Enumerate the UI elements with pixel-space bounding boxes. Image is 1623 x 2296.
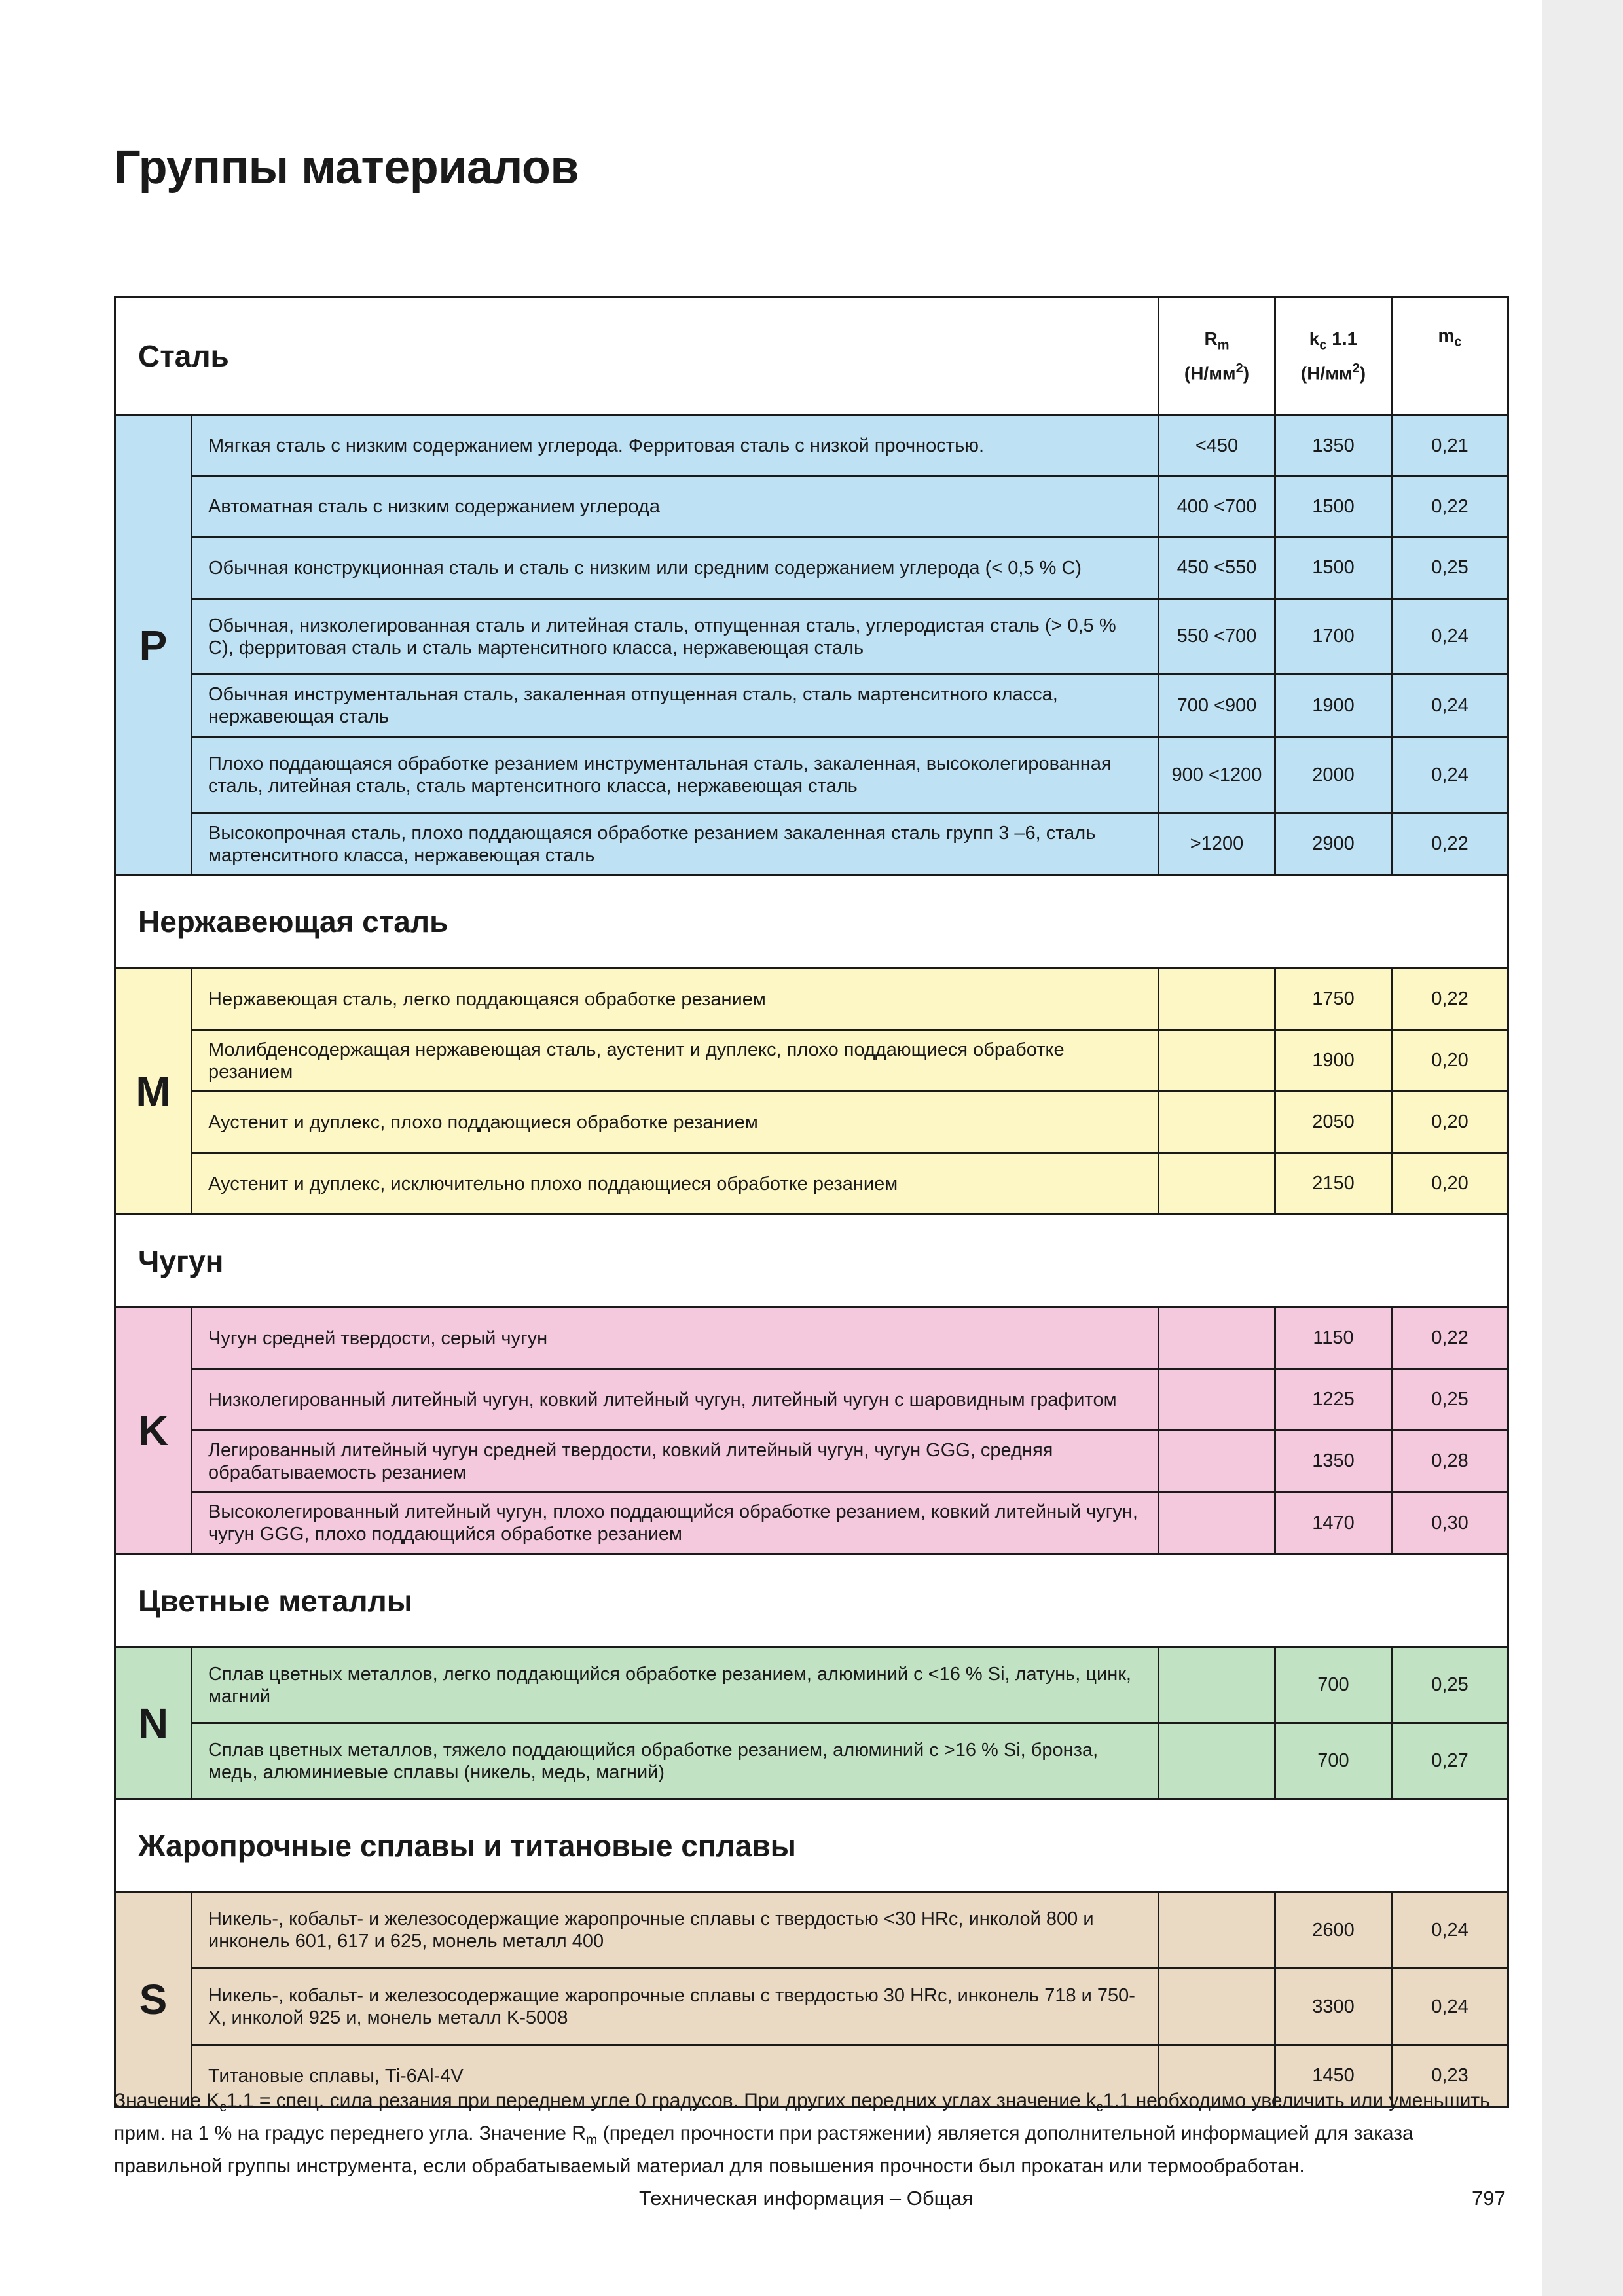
column-header-kc: $k_c$ 1.1 $(Н/мм^2)$ [1275, 297, 1392, 416]
rm-value [1159, 1723, 1275, 1799]
material-description: Чугун средней твердости, серый чугун [192, 1308, 1159, 1369]
mc-value: 0,25 [1392, 537, 1508, 599]
section-header-row [115, 1215, 1508, 1308]
material-description: Обычная конструкционная сталь и сталь с низким или средним содержанием углерода (< 0,5 % C) [192, 537, 1159, 599]
section-title: Цветные металлы [115, 1554, 1508, 1647]
footnote-sub: c [1096, 2100, 1103, 2115]
kc-value: 2600 [1275, 1892, 1392, 1969]
table-row [115, 737, 1508, 814]
kc-value: 2150 [1275, 1153, 1392, 1215]
mc-value: 0,20 [1392, 1153, 1508, 1215]
material-description: Плохо поддающаяся обработке резанием инструментальная сталь, закаленная, высоколегированная сталь, литейная сталь, сталь мартенситного класса, нержавеющая сталь [192, 737, 1159, 814]
kc-value: 1900 [1275, 675, 1392, 737]
material-description: Легированный литейный чугун средней твердости, ковкий литейный чугун, чугун GGG, средняя обрабатываемость резанием [192, 1431, 1159, 1492]
rm-value [1159, 1892, 1275, 1969]
material-description: Аустенит и дуплекс, плохо поддающиеся обработке резанием [192, 1092, 1159, 1153]
table-row [115, 537, 1508, 599]
kc-value: 1750 [1275, 969, 1392, 1030]
material-description: Высоколегированный литейный чугун, плохо поддающийся обработке резанием, ковкий литейный чугун, чугун GGG, плохо поддающийся обработке резанием [192, 1492, 1159, 1554]
table-row [115, 1308, 1508, 1369]
kc-value: 1350 [1275, 416, 1392, 476]
rm-value [1159, 1153, 1275, 1215]
mc-value: 0,30 [1392, 1492, 1508, 1554]
footnote [114, 2088, 1508, 2179]
section-title: Чугун [115, 1215, 1508, 1308]
table-row [115, 1969, 1508, 2045]
mc-value: 0,25 [1392, 1647, 1508, 1723]
mc-value: 0,24 [1392, 1892, 1508, 1969]
material-description: Сплав цветных металлов, легко поддающийся обработке резанием, алюминий с <16 % Si, латунь, цинк, магний [192, 1647, 1159, 1723]
rm-value: 400 <700 [1159, 476, 1275, 537]
kc-value: 700 [1275, 1723, 1392, 1799]
section-header-row [115, 875, 1508, 969]
table-row [115, 1431, 1508, 1492]
rm-value [1159, 1647, 1275, 1723]
footnote-sub: m [585, 2132, 598, 2147]
table-row [115, 1647, 1508, 1723]
material-group-letter: K [115, 1308, 192, 1554]
material-description: Высокопрочная сталь, плохо поддающаяся обработке резанием закаленная сталь групп 3 –6, сталь мартенситного класса, нержавеющая сталь [192, 814, 1159, 875]
page-title: Группы материалов [114, 141, 579, 194]
rm-value [1159, 969, 1275, 1030]
mc-value: 0,24 [1392, 675, 1508, 737]
footnote-part: (предел прочности при растяжении) является дополнительной информацией для заказа правильной группы инструмента, если обрабатываемый материал для повышения прочности был прокатан или термообработан. [114, 2123, 1413, 2177]
kc-value: 1470 [1275, 1492, 1392, 1554]
material-group-letter: N [115, 1647, 192, 1799]
kc-value: 1225 [1275, 1369, 1392, 1431]
material-description: Молибденсодержащая нержавеющая сталь, аустенит и дуплекс, плохо поддающиеся обработке резанием [192, 1030, 1159, 1092]
table-row [115, 599, 1508, 675]
rm-value [1159, 1092, 1275, 1153]
mc-value: 0,20 [1392, 1030, 1508, 1092]
kc-value: 2000 [1275, 737, 1392, 814]
rm-value: >1200 [1159, 814, 1275, 875]
table-row [115, 1723, 1508, 1799]
mc-value: 0,24 [1392, 1969, 1508, 2045]
rm-value [1159, 1369, 1275, 1431]
material-description: Никель-, кобальт- и железосодержащие жаропрочные сплавы с твердостью <30 HRc, инколой 800 и инконель 601, 617 и 625, монель металл 400 [192, 1892, 1159, 1969]
material-description: Нержавеющая сталь, легко поддающаяся обработке резанием [192, 969, 1159, 1030]
rm-value [1159, 1969, 1275, 2045]
table-row [115, 1092, 1508, 1153]
material-description: Низколегированный литейный чугун, ковкий литейный чугун, литейный чугун с шаровидным графитом [192, 1369, 1159, 1431]
rm-value: 700 <900 [1159, 675, 1275, 737]
rm-value: 450 <550 [1159, 537, 1275, 599]
kc-value: 2050 [1275, 1092, 1392, 1153]
mc-value: 0,20 [1392, 1092, 1508, 1153]
section-title: Сталь [115, 297, 1159, 416]
section-header-row [115, 1554, 1508, 1647]
mc-value: 0,23 [1392, 2045, 1508, 2107]
footnote-part: 1.1 = спец. сила резания при переднем угле 0 градусов. При других передних углах значение k [226, 2090, 1097, 2111]
mc-value: 0,22 [1392, 476, 1508, 537]
mc-value: 0,24 [1392, 737, 1508, 814]
footer-text: Техническая информация – Общая [639, 2187, 974, 2210]
mc-value: 0,27 [1392, 1723, 1508, 1799]
material-description: Обычная, низколегированная сталь и литейная сталь, отпущенная сталь, углеродистая сталь (> 0,5 % C), ферритовая сталь и сталь мартенситного класса, нержавеющая сталь [192, 599, 1159, 675]
kc-value: 2900 [1275, 814, 1392, 875]
mc-value: 0,22 [1392, 814, 1508, 875]
material-description: Мягкая сталь с низким содержанием углерода. Ферритовая сталь с низкой прочностью. [192, 416, 1159, 476]
mc-value: 0,22 [1392, 1308, 1508, 1369]
table-row [115, 1153, 1508, 1215]
section-header-row [115, 1799, 1508, 1892]
material-description: Титановые сплавы, Ti-6Al-4V [192, 2045, 1159, 2107]
rm-value [1159, 1492, 1275, 1554]
column-header-mc: $m_c$ [1392, 297, 1508, 416]
table-row [115, 1030, 1508, 1092]
rm-value [1159, 1030, 1275, 1092]
table-row [115, 969, 1508, 1030]
page-margin-strip [1542, 0, 1623, 2296]
table-row [115, 1892, 1508, 1969]
table-row [115, 1492, 1508, 1554]
section-header-row [115, 297, 1508, 416]
material-description: Никель-, кобальт- и железосодержащие жаропрочные сплавы с твердостью 30 HRc, инконель 718 и 750-X, инколой 925 и, монель металл K-5008 [192, 1969, 1159, 2045]
kc-value: 700 [1275, 1647, 1392, 1723]
section-title: Нержавеющая сталь [115, 875, 1508, 969]
footnote-part: 1.1 необходимо увеличить или уменьшить прим. на 1 % на градус переднего угла. Значение R [114, 2090, 1490, 2144]
material-description: Обычная инструментальная сталь, закаленная отпущенная сталь, сталь мартенситного класса, нержавеющая сталь [192, 675, 1159, 737]
mc-value: 0,25 [1392, 1369, 1508, 1431]
materials-table [114, 296, 1509, 2108]
mc-value: 0,22 [1392, 969, 1508, 1030]
rm-value: <450 [1159, 416, 1275, 476]
material-description: Автоматная сталь с низким содержанием углерода [192, 476, 1159, 537]
kc-value: 1350 [1275, 1431, 1392, 1492]
rm-value [1159, 1431, 1275, 1492]
kc-value: 1150 [1275, 1308, 1392, 1369]
material-group-letter: S [115, 1892, 192, 2107]
rm-value [1159, 1308, 1275, 1369]
footnote-part: Значение K [114, 2090, 220, 2111]
material-group-letter: P [115, 416, 192, 875]
table-row [115, 416, 1508, 476]
section-title: Жаропрочные сплавы и титановые сплавы [115, 1799, 1508, 1892]
table-row [115, 814, 1508, 875]
footnote-sub: c [219, 2100, 227, 2115]
rm-value: 900 <1200 [1159, 737, 1275, 814]
kc-value: 3300 [1275, 1969, 1392, 2045]
column-header-rm: $R_m$ $(Н/мм^2)$ [1159, 297, 1275, 416]
material-description: Аустенит и дуплекс, исключительно плохо поддающиеся обработке резанием [192, 1153, 1159, 1215]
mc-value: 0,24 [1392, 599, 1508, 675]
rm-value: 550 <700 [1159, 599, 1275, 675]
kc-value: 1500 [1275, 476, 1392, 537]
kc-value: 1500 [1275, 537, 1392, 599]
kc-value: 1700 [1275, 599, 1392, 675]
table-row [115, 476, 1508, 537]
material-group-letter: M [115, 969, 192, 1215]
table-row [115, 675, 1508, 737]
kc-value: 1450 [1275, 2045, 1392, 2107]
table-row [115, 1369, 1508, 1431]
material-description: Сплав цветных металлов, тяжело поддающийся обработке резанием, алюминий с >16 % Si, бронза, медь, алюминиевые сплавы (никель, медь, магний) [192, 1723, 1159, 1799]
mc-value: 0,28 [1392, 1431, 1508, 1492]
mc-value: 0,21 [1392, 416, 1508, 476]
kc-value: 1900 [1275, 1030, 1392, 1092]
page-number: 797 [1472, 2187, 1506, 2210]
